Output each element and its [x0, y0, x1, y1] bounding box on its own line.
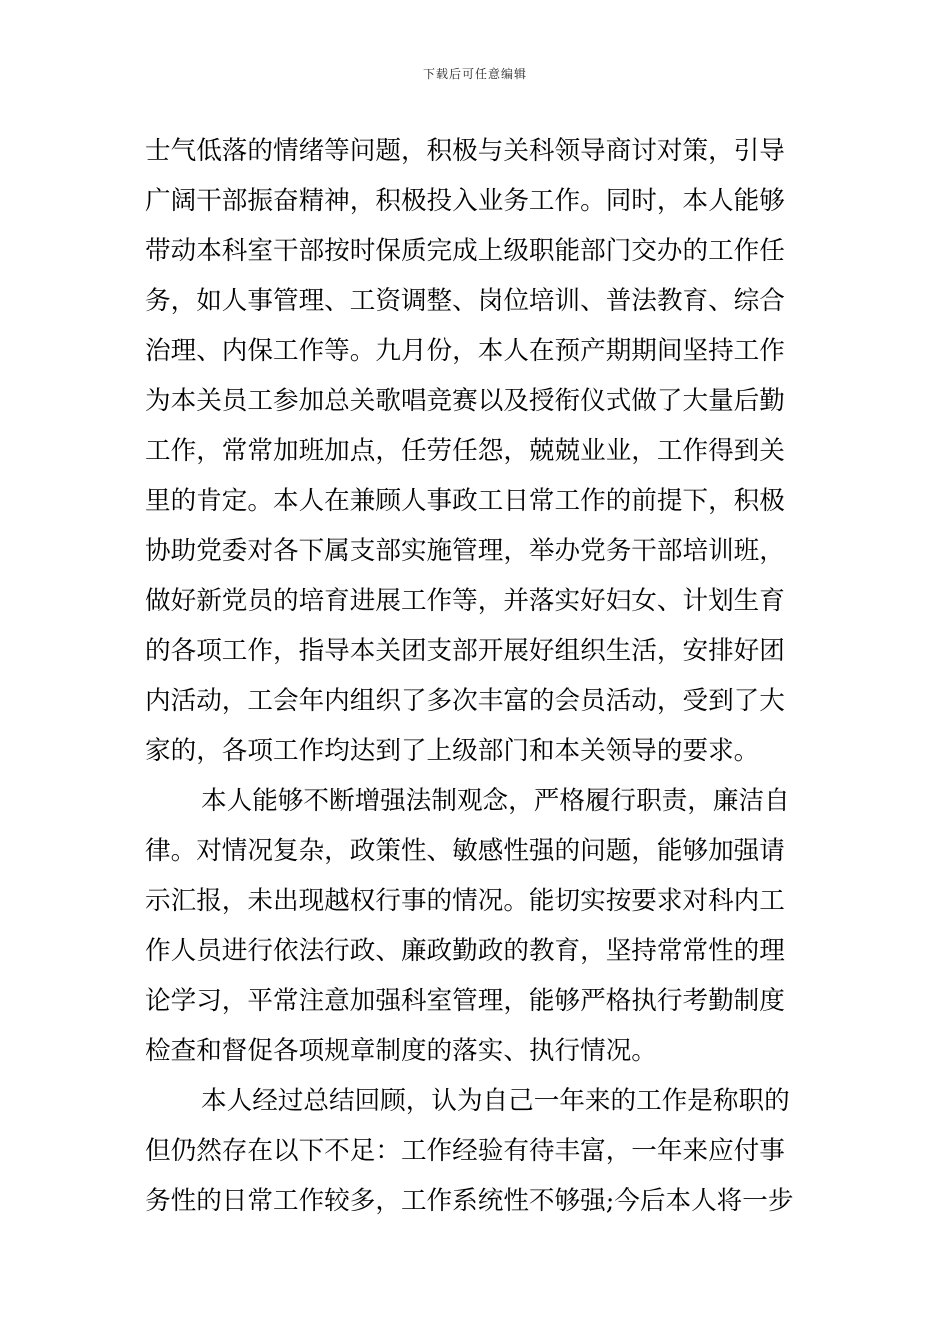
text-line: 论学习，平常注意加强科室管理，能够严格执行考勤制度: [145, 986, 785, 1016]
text-line: 的各项工作，指导本关团支部开展好组织生活，安排好团: [145, 636, 785, 666]
page-header: 下载后可任意编辑: [422, 67, 527, 81]
text-line: 检查和督促各项规章制度的落实、执行情况。: [145, 1036, 657, 1066]
text-line: 里的肯定。本人在兼顾人事政工日常工作的前提下，积极: [145, 486, 785, 516]
text-line: 但仍然存在以下不足：工作经验有待丰富，一年来应付事: [145, 1136, 785, 1166]
text-line: 士气低落的情绪等问题，积极与关科领导商讨对策，引导: [145, 136, 785, 166]
text-line: 工作，常常加班加点，任劳任怨，兢兢业业，工作得到关: [145, 436, 785, 466]
text-line: 务性的日常工作较多，工作系统性不够强;今后本人将一步: [145, 1186, 794, 1216]
text-line: 带动本科室干部按时保质完成上级职能部门交办的工作任: [145, 236, 785, 266]
text-line: 作人员进行依法行政、廉政勤政的教育，坚持常常性的理: [145, 936, 785, 966]
text-line: 律。对情况复杂，政策性、敏感性强的问题，能够加强请: [145, 836, 785, 866]
text-line: 示汇报，未出现越权行事的情况。能切实按要求对科内工: [145, 886, 785, 916]
text-line: 内活动，工会年内组织了多次丰富的会员活动，受到了大: [145, 686, 785, 716]
text-line: 广阔干部振奋精神，积极投入业务工作。同时，本人能够: [145, 186, 785, 216]
paragraph-first-line: 本人经过总结回顾，认为自己一年来的工作是称职的: [201, 1086, 790, 1116]
body-text: [145, 126, 805, 1226]
text-line: 治理、内保工作等。九月份，本人在预产期期间坚持工作: [145, 336, 785, 366]
text-line: 协助党委对各下属支部实施管理，举办党务干部培训班，: [145, 536, 785, 566]
text-line: 务，如人事管理、工资调整、岗位培训、普法教育、综合: [145, 286, 785, 316]
text-line: 做好新党员的培育进展工作等，并落实好妇女、计划生育: [145, 586, 785, 616]
paragraph-first-line: 本人能够不断增强法制观念，严格履行职责，廉洁自: [201, 786, 790, 816]
text-line: 为本关员工参加总关歌唱竞赛以及授衔仪式做了大量后勤: [145, 386, 785, 416]
text-line: 家的，各项工作均达到了上级部门和本关领导的要求。: [145, 736, 760, 766]
